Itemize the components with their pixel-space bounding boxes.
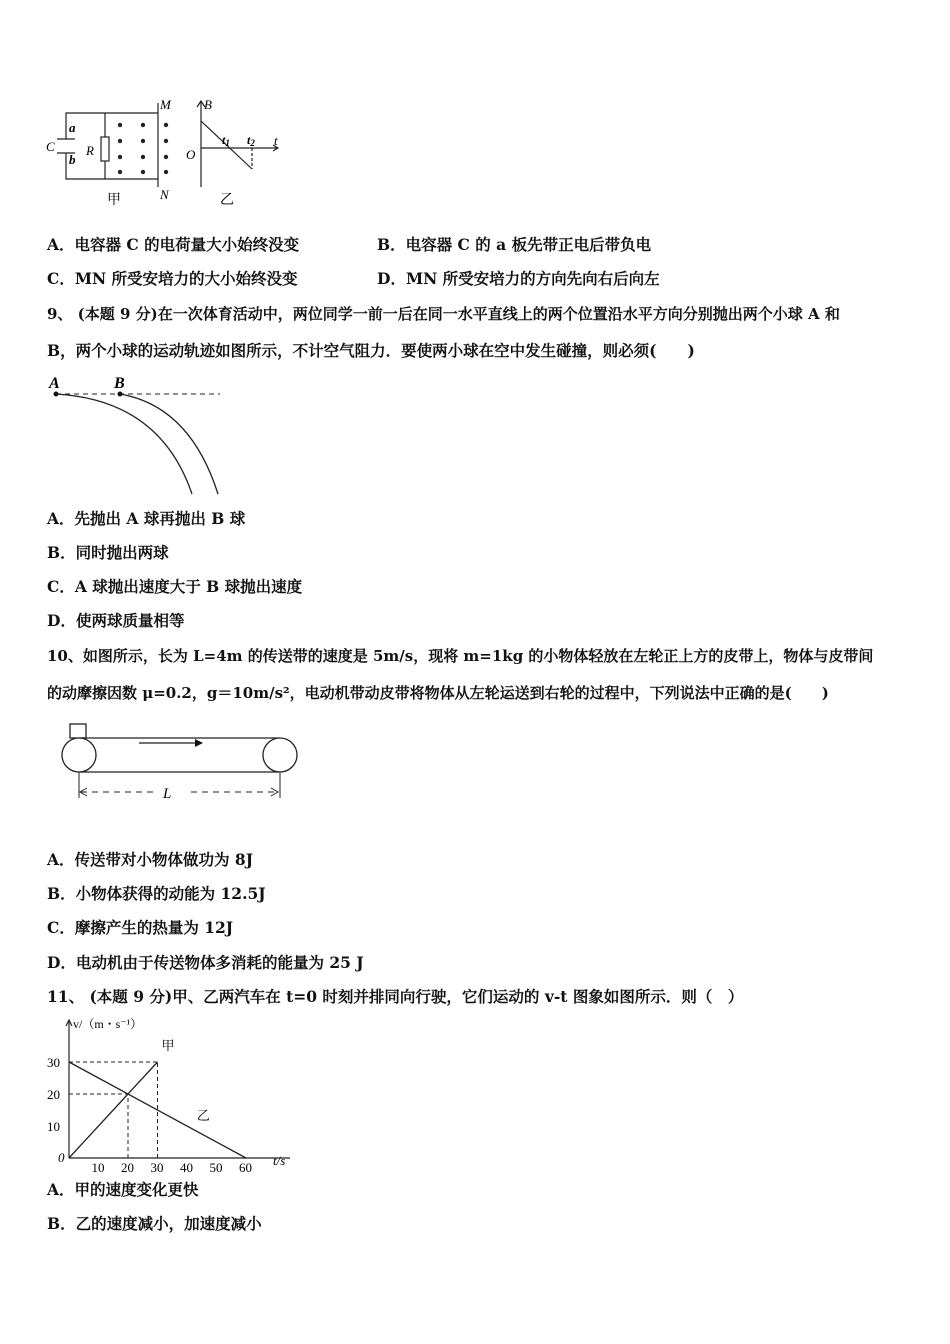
q10-stem-line2: 的动摩擦因数 μ=0.2，g＝10m/s²，电动机带动皮带将物体从左轮运送到右轮的过程中，下列说法中正确的是( ) <box>47 684 829 702</box>
label-yi: 乙 <box>220 193 234 208</box>
label-m: M <box>160 97 171 112</box>
right-wheel <box>263 738 297 772</box>
x-tick-label-60: 60 <box>239 1160 252 1172</box>
x-tick-label-20: 20 <box>121 1160 134 1172</box>
label-t1: t1 <box>222 133 230 148</box>
q11-option-b[interactable]: B．乙的速度减小，加速度减小 <box>47 1214 262 1233</box>
q9-stem-line2: B，两个小球的运动轨迹如图所示，不计空气阻力．要使两小球在空中发生碰撞，则必须( ) <box>47 341 695 360</box>
y-tick-label-30: 30 <box>47 1055 60 1070</box>
q10-stem-line1: 10、如图所示，长为 L=4m 的传送带的速度是 5m/s，现将 m=1kg 的小物体轻放在左轮正上方的皮带上，物体与皮带间 <box>47 647 874 665</box>
belt-direction-arrow <box>195 739 203 747</box>
trajectory-b <box>120 394 218 494</box>
label-ball-b: B <box>114 375 125 392</box>
series-line-jia <box>69 1062 158 1158</box>
q9-stem-line1: 9、 (本题 9 分)在一次体育活动中，两位同学一前一后在同一水平直线上的两个位置沿水平方向分别抛出两个小球 A 和 <box>47 305 840 323</box>
label-origin-o: O <box>186 147 196 162</box>
q10-option-a[interactable]: A．传送带对小物体做功为 8J <box>47 850 254 869</box>
vt-chart-svg <box>40 1012 300 1172</box>
q9-trajectory-svg <box>40 370 240 498</box>
small-block <box>70 724 86 738</box>
label-ball-a: A <box>49 375 60 392</box>
series-label-jia: 甲 <box>161 1038 175 1053</box>
q9-option-b[interactable]: B．同时抛出两球 <box>47 543 169 562</box>
q8-option-a[interactable]: A．电容器 C 的电荷量大小始终没变 <box>47 235 300 254</box>
label-a: a <box>69 120 76 135</box>
label-n: N <box>160 187 169 202</box>
q10-conveyor-svg <box>55 720 315 810</box>
q9-option-d[interactable]: D．使两球质量相等 <box>47 611 185 630</box>
q9-option-a[interactable]: A．先抛出 A 球再抛出 B 球 <box>47 509 246 528</box>
x-tick-label-50: 50 <box>209 1160 223 1172</box>
label-length-l: L <box>163 786 172 802</box>
x-tick-label-40: 40 <box>180 1160 193 1172</box>
q10-figure <box>55 720 315 810</box>
q8-figure <box>40 95 300 215</box>
q9-option-c[interactable]: C．A 球抛出速度大于 B 球抛出速度 <box>47 577 303 596</box>
q10-option-c[interactable]: C．摩擦产生的热量为 12J <box>47 918 234 937</box>
q10-option-d[interactable]: D．电动机由于传送物体多消耗的能量为 25 J <box>47 953 364 972</box>
x-axis-label: t/s <box>273 1153 286 1168</box>
magnetic-field-dots <box>118 123 168 174</box>
q8-option-b[interactable]: B．电容器 C 的 a 板先带正电后带负电 <box>377 235 652 254</box>
ball-a <box>54 392 59 397</box>
label-axis-b: B <box>204 97 212 112</box>
y-tick-label-20: 20 <box>47 1087 60 1102</box>
left-wheel <box>62 738 96 772</box>
y-tick-label-10: 10 <box>47 1119 60 1134</box>
label-t2: t2 <box>247 133 255 148</box>
q11-vt-chart <box>40 1012 300 1172</box>
label-jia: 甲 <box>107 193 121 208</box>
origin-label: 0 <box>58 1150 65 1165</box>
x-tick-label-10: 10 <box>91 1160 105 1172</box>
q11-option-a[interactable]: A．甲的速度变化更快 <box>47 1180 199 1199</box>
q8-figure-svg <box>40 95 300 215</box>
label-c: C <box>46 139 55 154</box>
q11-stem-line1: 11、 (本题 9 分)甲、乙两汽车在 t=0 时刻并排同向行驶，它们运动的 v-t 图象如图所示．则（ ） <box>47 987 744 1006</box>
q8-option-c[interactable]: C．MN 所受安培力的大小始终没变 <box>47 269 298 288</box>
q10-option-b[interactable]: B．小物体获得的动能为 12.5J <box>47 884 266 903</box>
trajectory-a <box>56 394 192 494</box>
q8-option-d[interactable]: D．MN 所受安培力的方向先向右后向左 <box>377 269 660 288</box>
q9-figure <box>40 370 240 498</box>
label-axis-t: t <box>274 133 278 148</box>
label-r: R <box>86 143 94 158</box>
x-tick-label-30: 30 <box>150 1160 164 1172</box>
ball-b <box>118 392 123 397</box>
label-b: b <box>69 152 76 167</box>
y-axis-label: v/（m・s⁻¹） <box>73 1017 143 1031</box>
series-label-yi: 乙 <box>196 1108 210 1123</box>
